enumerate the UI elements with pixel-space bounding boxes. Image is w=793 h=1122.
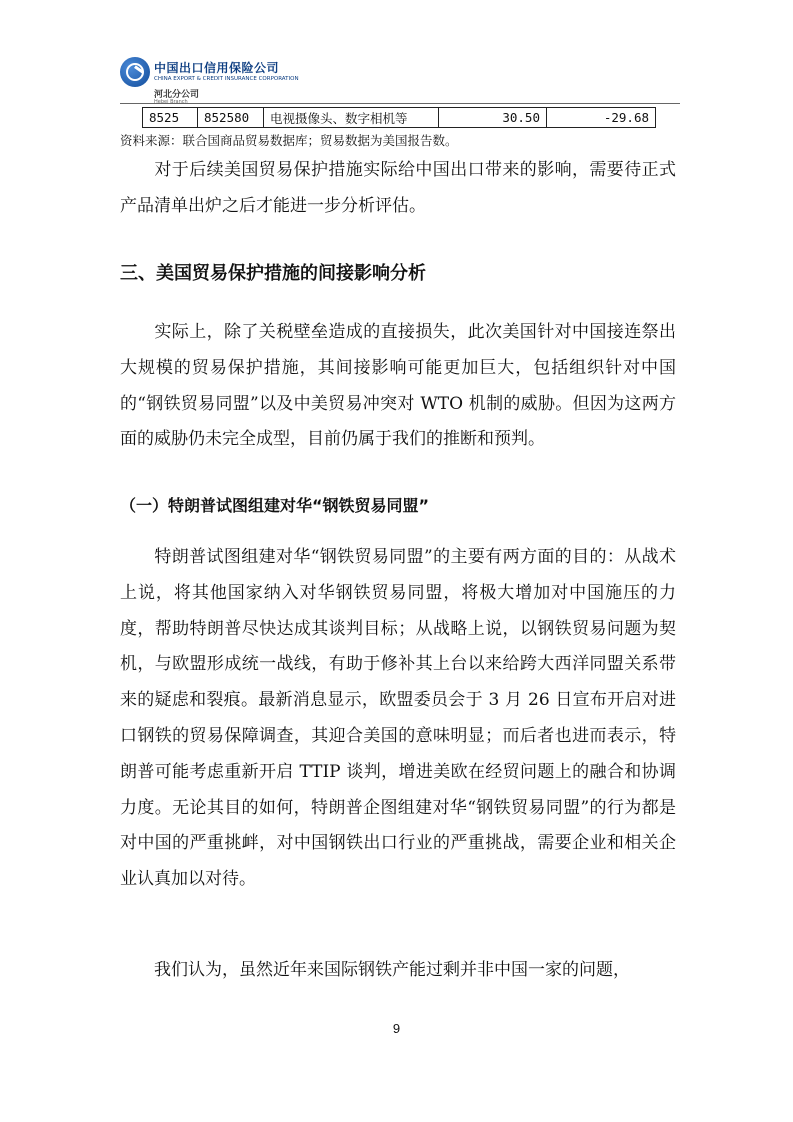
page-number: 9	[392, 1021, 401, 1036]
paragraph-text: 实际上，除了关税壁垒造成的直接损失，此次美国针对中国接连祭出大规模的贸易保护措施，其间接影响可能更加巨大，包括组织针对中国的“钢铁贸易同盟”以及中美贸易冲突对 WTO 机制的威胁。但因为这两方面的威胁仍未完全成型，目前仍属于我们的推断和预判。	[120, 322, 676, 450]
document-header	[120, 55, 680, 107]
paragraph-text: 对于后续美国贸易保护措施实际给中国出口带来的影响，需要待正式产品清单出炉之后才能进一步分析评估。	[120, 160, 676, 216]
paragraph	[120, 153, 676, 225]
paragraph	[120, 953, 676, 989]
table-cell-hs4: 8525	[143, 108, 198, 128]
section-heading: 三、美国贸易保护措施的间接影响分析	[120, 263, 426, 284]
trade-data-table	[142, 107, 656, 128]
table-cell-change: -29.68	[547, 108, 656, 128]
company-name-en: CHINA EXPORT & CREDIT INSURANCE CORPORATION	[154, 76, 299, 82]
paragraph-text: 我们认为，虽然近年来国际钢铁产能过剩并非中国一家的问题，	[154, 960, 630, 980]
branch-name-cn: 河北分公司	[154, 90, 200, 100]
header-divider	[120, 103, 680, 104]
paragraph	[120, 315, 676, 458]
table-row	[143, 108, 656, 128]
company-name-cn: 中国出口信用保险公司	[154, 61, 280, 75]
subsection-heading: （一）特朗普试图组建对华“钢铁贸易同盟”	[120, 496, 430, 515]
paragraph	[120, 540, 676, 898]
source-note: 资料来源：联合国商品贸易数据库；贸易数据为美国报告数。	[120, 133, 458, 148]
table-cell-hs6: 852580	[198, 108, 264, 128]
table-cell-product: 电视摄像头、数字相机等	[264, 108, 439, 128]
branch-name-en: Hebei Branch	[154, 99, 188, 105]
table-cell-value: 30.50	[439, 108, 547, 128]
paragraph-text: 特朗普试图组建对华“钢铁贸易同盟”的主要有两方面的目的：从战术上说，将其他国家纳入对华钢铁贸易同盟，将极大增加对中国施压的力度，帮助特朗普尽快达成其谈判目标；从战略上说，以钢铁贸易问题为契机，与欧盟形成统一战线，有助于修补其上台以来给跨大西洋同盟关系带来的疑虑和裂痕。最新消息显示，欧盟委员会于 3 月 26 日宣布开启对进口钢铁的贸易保障调查，其迎合美国的意味明显；而后者也进而表示，特朗普可能考虑重新开启 TTIP 谈判，增进美欧在经贸问题上的融合和协调力度。无论其目的如何，特朗普企图组建对华“钢铁贸易同盟”的行为都是对中国的严重挑衅，对中国钢铁出口行业的严重挑战，需要企业和相关企业认真加以对待。	[120, 547, 676, 890]
sinosure-logo-icon	[120, 57, 150, 87]
